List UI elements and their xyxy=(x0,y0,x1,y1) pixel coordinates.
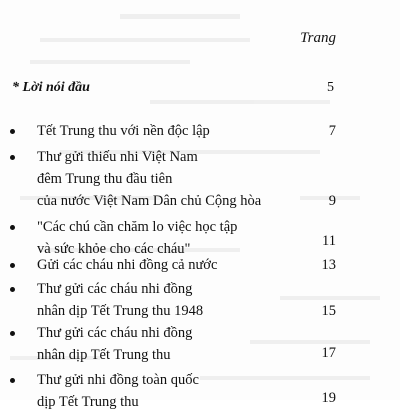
entry-title-line: nhân dịp Tết Trung thu xyxy=(37,347,171,363)
entry-page-number: 15 xyxy=(321,303,336,319)
preface-page-number: 5 xyxy=(327,80,334,95)
entry-title xyxy=(37,369,337,413)
bullet-icon xyxy=(10,225,15,230)
entry-page-number: 13 xyxy=(321,257,336,273)
entry-title-line: Thư gửi thiếu nhi Việt Nam xyxy=(37,149,198,165)
entry-title-line: dịp Tết Trung thu xyxy=(37,394,139,410)
entry-title xyxy=(37,120,337,142)
entry-title-line: Tết Trung thu với nền độc lập xyxy=(37,123,210,139)
bullet-icon xyxy=(10,287,15,292)
entry-title xyxy=(37,278,337,322)
entry-title-line: Thư gửi các cháu nhi đồng xyxy=(37,281,193,297)
entry-title xyxy=(37,146,337,212)
bullet-icon xyxy=(10,378,15,383)
preface-entry xyxy=(12,80,334,96)
bullet-icon xyxy=(10,263,15,268)
entry-page-number: 11 xyxy=(322,233,336,249)
entry-title-line: nhân dịp Tết Trung thu 1948 xyxy=(37,303,204,319)
entry-title-line: Thư gửi nhi đồng toàn quốc xyxy=(37,372,199,388)
entry-title-line: và sức khỏe cho các cháu" xyxy=(37,241,191,257)
entry-page-number: 7 xyxy=(328,123,336,139)
entry-title-line: của nước Việt Nam Dân chủ Cộng hòa xyxy=(37,193,262,209)
entry-page-number: 9 xyxy=(328,193,336,209)
entry-page-number: 17 xyxy=(321,345,336,361)
preface-title: * Lời nói đầu xyxy=(12,80,90,95)
bullet-icon xyxy=(10,155,15,160)
entry-title-line: Thư gửi các cháu nhi đồng xyxy=(37,325,193,341)
bullet-icon xyxy=(10,331,15,336)
bullet-icon xyxy=(10,129,15,134)
entry-title-line: đêm Trung thu đầu tiên xyxy=(37,171,173,187)
entry-title xyxy=(37,254,337,276)
page-column-label: Trang xyxy=(300,30,336,46)
entry-title-line: "Các chú cần chăm lo việc học tập xyxy=(37,219,238,235)
entry-page-number: 19 xyxy=(321,390,336,406)
entry-title xyxy=(37,322,337,366)
entry-title-line: Gửi các cháu nhi đồng cả nước xyxy=(37,257,218,273)
